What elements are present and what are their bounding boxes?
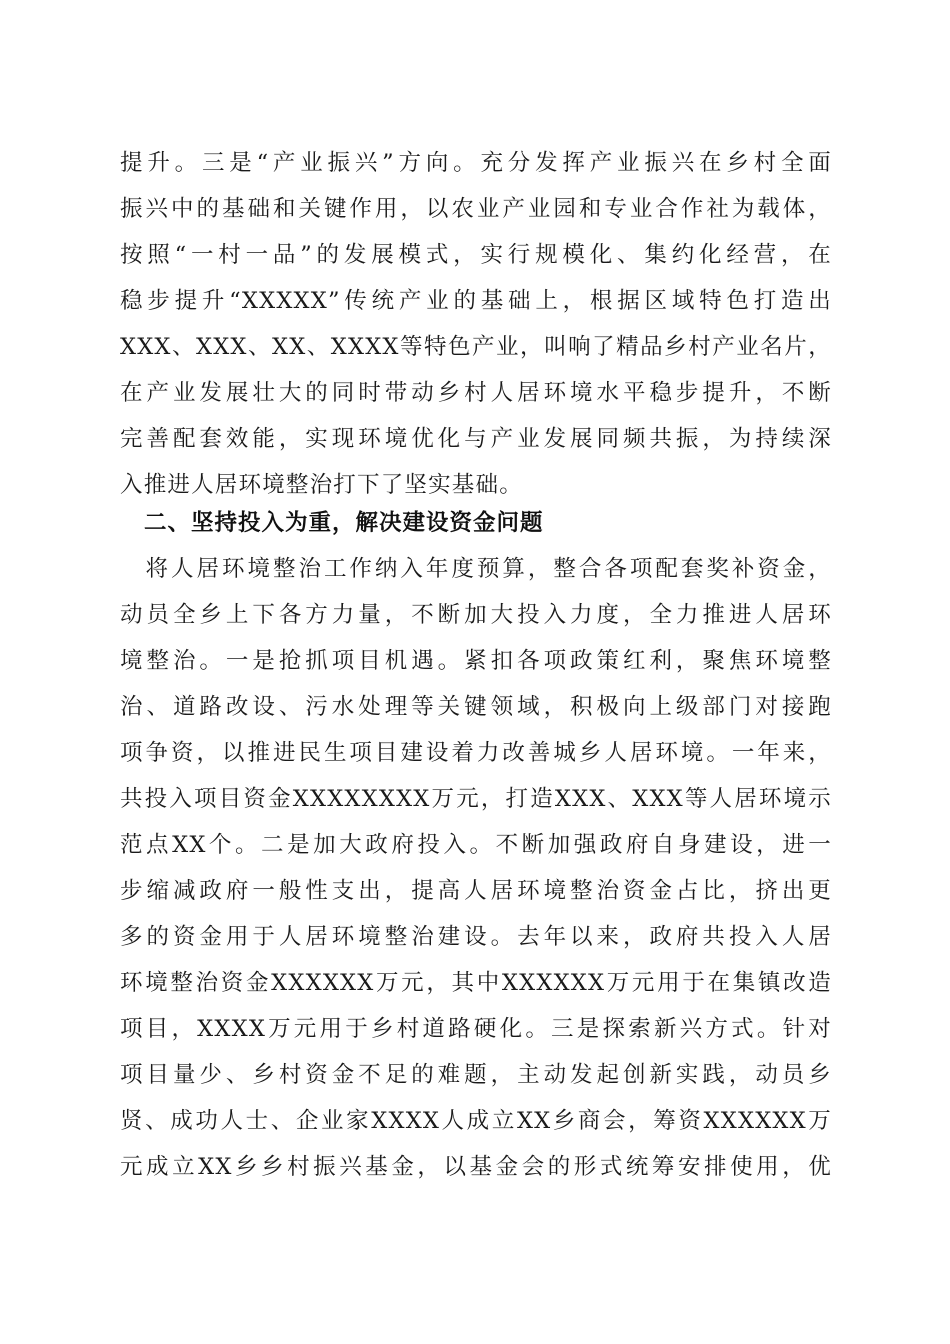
paragraph-line: 振兴中的基础和关键作用，以农业产业园和专业合作社为载体，	[120, 196, 832, 222]
paragraph-line: 范点XX个。二是加大政府投入。不断加强政府自身建设，进一	[120, 832, 832, 858]
paragraph-line: 治、道路改设、污水处理等关键领域，积极向上级部门对接跑	[120, 694, 832, 720]
paragraph-line: 提升。三是“产业振兴”方向。充分发挥产业振兴在乡村全面	[120, 150, 832, 176]
paragraph-line: 贤、成功人士、企业家XXXX人成立XX乡商会，筹资XXXXXX万	[120, 1108, 832, 1134]
paragraph-line: 环境整治资金XXXXXX万元，其中XXXXXX万元用于在集镇改造	[120, 970, 832, 996]
section-heading: 二、坚持投入为重，解决建设资金问题	[144, 510, 544, 536]
paragraph-line: 入推进人居环境整治打下了坚实基础。	[120, 472, 523, 498]
paragraph-line: 在产业发展壮大的同时带动乡村人居环境水平稳步提升，不断	[120, 380, 832, 406]
paragraph-line: 按照“一村一品”的发展模式，实行规模化、集约化经营，在	[120, 242, 832, 268]
paragraph-investment	[120, 546, 832, 1190]
paragraph-line: 步缩减政府一般性支出，提高人居环境整治资金占比，挤出更	[120, 878, 832, 904]
paragraph-line: 项目，XXXX万元用于乡村道路硬化。三是探索新兴方式。针对	[120, 1016, 832, 1042]
paragraph-line: 元成立XX乡乡村振兴基金，以基金会的形式统筹安排使用，优	[120, 1154, 832, 1180]
paragraph-line: 动员全乡上下各方力量，不断加大投入力度，全力推进人居环	[120, 602, 832, 628]
paragraph-line: 稳步提升“XXXXX”传统产业的基础上，根据区域特色打造出	[120, 288, 832, 314]
paragraph-line: XXX、XXX、XX、XXXX等特色产业，叫响了精品乡村产业名片，	[120, 334, 832, 360]
paragraph-line: 多的资金用于人居环境整治建设。去年以来，政府共投入人居	[120, 924, 832, 950]
paragraph-line: 境整治。一是抢抓项目机遇。紧扣各项政策红利，聚焦环境整	[120, 648, 832, 674]
paragraph-line: 项目量少、乡村资金不足的难题，主动发起创新实践，动员乡	[120, 1062, 832, 1088]
paragraph-industry-revitalization	[120, 140, 832, 508]
paragraph-line: 共投入项目资金XXXXXXXX万元，打造XXX、XXX等人居环境示	[120, 786, 832, 812]
paragraph-line: 完善配套效能，实现环境优化与产业发展同频共振，为持续深	[120, 426, 832, 452]
paragraph-line: 项争资，以推进民生项目建设着力改善城乡人居环境。一年来，	[120, 740, 832, 766]
paragraph-line: 将人居环境整治工作纳入年度预算，整合各项配套奖补资金，	[120, 556, 832, 582]
